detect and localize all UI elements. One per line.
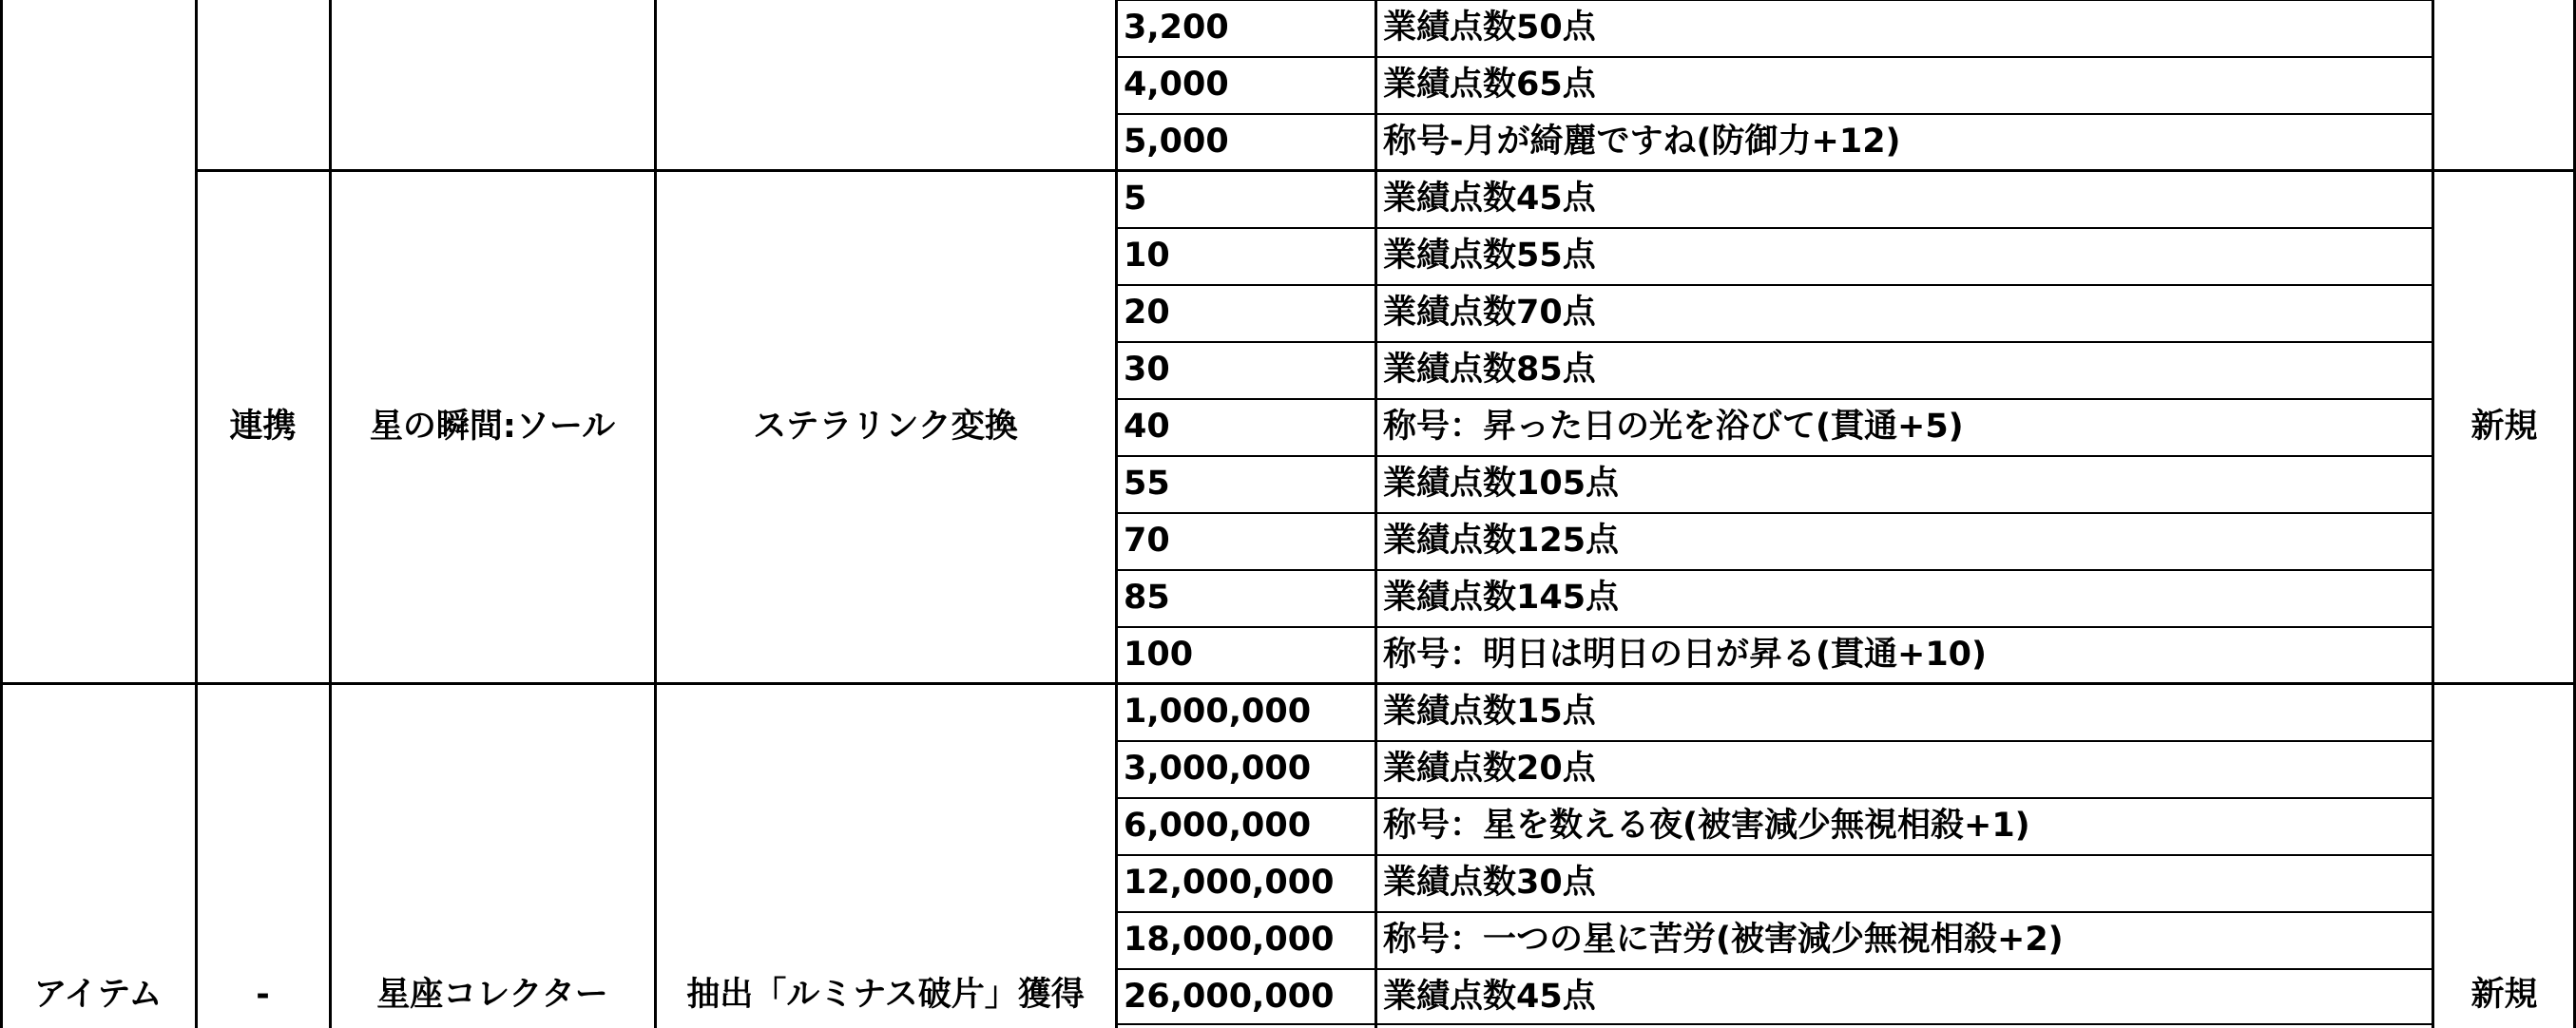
table-row-border: [1116, 227, 2432, 229]
status-cell: 新規: [2470, 976, 2538, 1014]
table-row-border: [1116, 1023, 2432, 1025]
requirement-cell: 26,000,000: [1124, 977, 1335, 1016]
table-column-border: [195, 0, 198, 1028]
reward-cell: 業績点数65点: [1383, 65, 1596, 104]
reward-cell: 業績点数70点: [1383, 293, 1596, 332]
type-cell: -: [256, 976, 270, 1014]
table-column-border: [1375, 0, 1377, 1028]
condition-cell: 抽出「ルミナス破片」獲得: [686, 976, 1085, 1014]
reward-cell: 業績点数30点: [1383, 863, 1596, 902]
reward-cell: 業績点数20点: [1383, 749, 1596, 788]
requirement-cell: 5: [1124, 179, 1147, 218]
reward-cell: 称号-月が綺麗ですね(防御力+12): [1383, 122, 1901, 161]
table-row-border: [1116, 911, 2432, 913]
category-cell: アイテム: [33, 976, 163, 1014]
table-row-border: [1116, 854, 2432, 856]
requirement-cell: 1,000,000: [1124, 692, 1312, 731]
category-cell: [0, 0, 196, 170]
reward-cell: 称号：星を数える夜(被害減少無視相殺+1): [1383, 806, 2030, 845]
requirement-cell: 85: [1124, 578, 1170, 617]
requirement-cell: 55: [1124, 464, 1170, 503]
requirement-cell: 40: [1124, 407, 1170, 446]
table-column-border: [2432, 0, 2434, 1028]
requirement-cell: 70: [1124, 521, 1170, 560]
requirement-cell: 5,000: [1124, 122, 1229, 161]
requirement-cell: 3,000,000: [1124, 749, 1312, 788]
reward-cell: 業績点数55点: [1383, 236, 1596, 275]
type-cell: [196, 0, 330, 170]
table-row-border: [1116, 569, 2432, 571]
requirement-cell: 12,000,000: [1124, 863, 1335, 902]
table-column-border: [1115, 0, 1118, 1028]
requirement-cell: 10: [1124, 236, 1170, 275]
type-cell: 連携: [229, 407, 297, 446]
requirement-cell: 100: [1124, 635, 1194, 674]
table-column-border: [329, 0, 332, 1028]
reward-cell: 業績点数45点: [1383, 977, 1596, 1016]
achievement-name-cell: 星座コレクター: [376, 976, 608, 1014]
achievement-name-cell: [330, 0, 655, 170]
table-row-border: [1116, 398, 2432, 400]
reward-cell: 業績点数85点: [1383, 350, 1596, 389]
status-cell: [2432, 0, 2576, 170]
table-row-border: [1116, 797, 2432, 799]
table-row-border: [1116, 968, 2432, 970]
table-row-border: [196, 169, 2576, 172]
reward-cell: 称号：明日は明日の日が昇る(貫通+10): [1383, 635, 1988, 674]
table-row-border: [1116, 341, 2432, 343]
table-row-border: [1116, 455, 2432, 457]
category-cell: [0, 170, 196, 683]
status-cell: 新規: [2470, 407, 2538, 446]
reward-cell: 業績点数125点: [1383, 521, 1620, 560]
requirement-cell: 3,200: [1124, 8, 1229, 47]
table-row-border: [1116, 0, 2432, 1]
reward-cell: 業績点数15点: [1383, 692, 1596, 731]
table-row-border: [1116, 626, 2432, 628]
requirement-cell: 20: [1124, 293, 1170, 332]
requirement-cell: 4,000: [1124, 65, 1229, 104]
table-column-border: [654, 0, 657, 1028]
reward-cell: 業績点数45点: [1383, 179, 1596, 218]
table-row-border: [0, 682, 2576, 685]
table-row-border: [1116, 113, 2432, 115]
table-row-border: [1116, 284, 2432, 286]
reward-cell: 業績点数145点: [1383, 578, 1620, 617]
requirement-cell: 18,000,000: [1124, 920, 1335, 959]
table-row-border: [1116, 740, 2432, 742]
reward-cell: 称号：昇った日の光を浴びて(貫通+5): [1383, 407, 1964, 446]
table-row-border: [1116, 56, 2432, 58]
table-row-border: [1116, 512, 2432, 514]
reward-cell: 業績点数105点: [1383, 464, 1620, 503]
table-column-border: [0, 0, 3, 1028]
achievement-name-cell: 星の瞬間:ソール: [369, 407, 616, 446]
condition-cell: [655, 0, 1116, 170]
requirement-cell: 30: [1124, 350, 1170, 389]
requirement-cell: 6,000,000: [1124, 806, 1312, 845]
reward-cell: 業績点数50点: [1383, 8, 1596, 47]
condition-cell: ステラリンク変換: [753, 407, 1018, 446]
reward-cell: 称号：一つの星に苦労(被害減少無視相殺+2): [1383, 920, 2064, 959]
